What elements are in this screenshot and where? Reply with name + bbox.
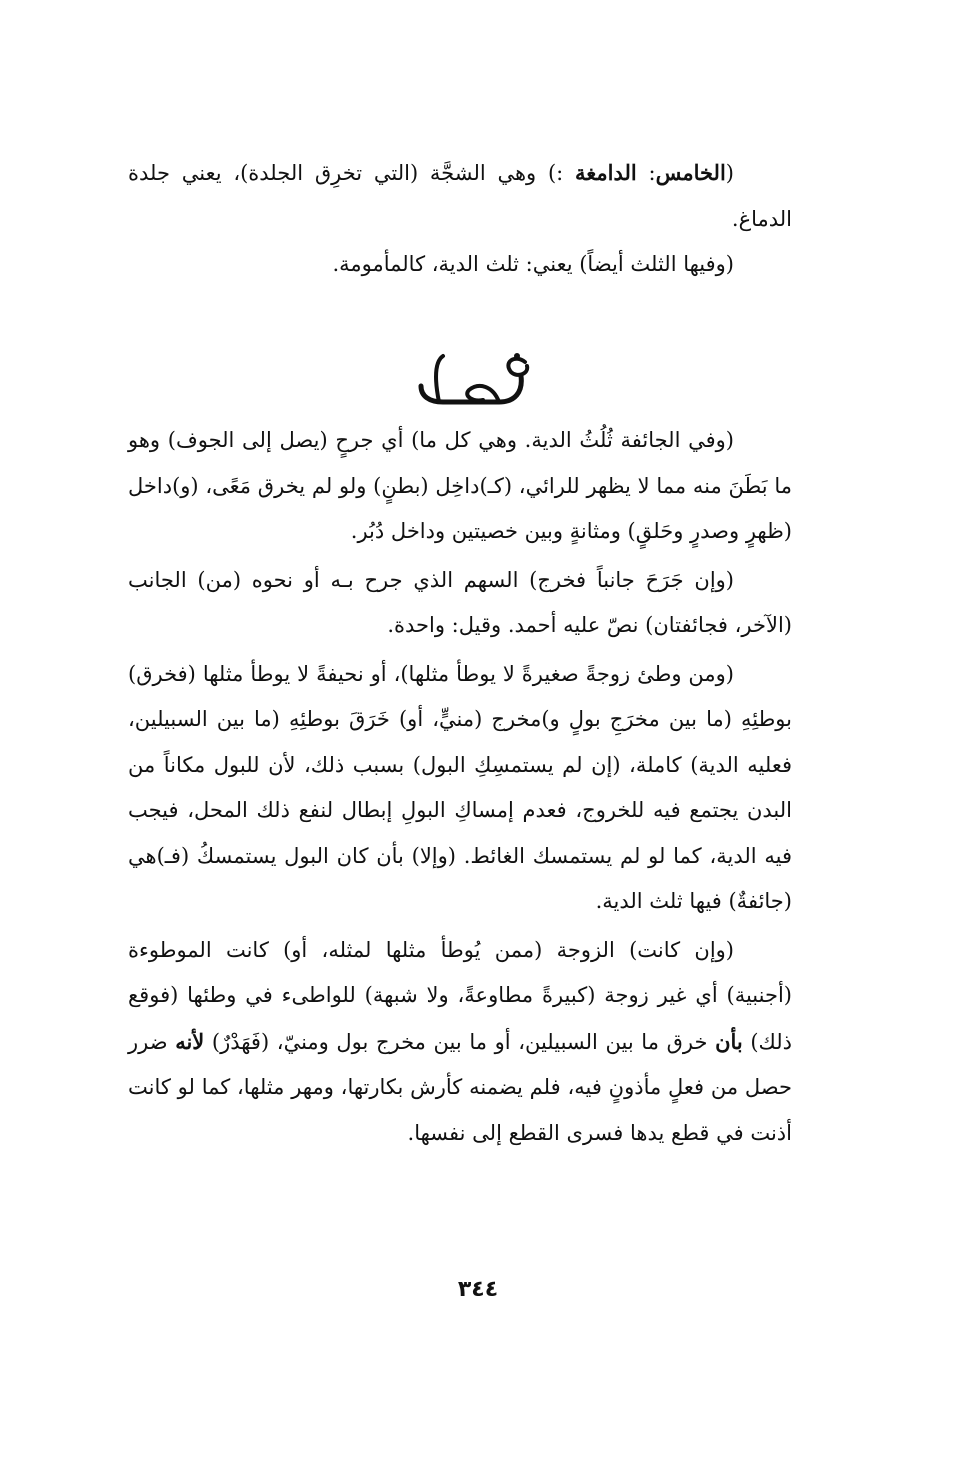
definition-text: :) وهي الشجَّة (التي تخرِق الجلدة)، يعني جلدة الدماغ.: [128, 161, 792, 231]
top-text-block: [128, 150, 792, 288]
hadar-bold-2: لأنه: [175, 1028, 205, 1054]
paragraph-two-jaifas: (وإن جَرَحَ جانباً فخرج) السهم الذي جرح بـه أو نحوه (من) الجانب (الآخر، فجائفتان) نصّ عليه أحمد. وقيل: واحدة.: [128, 567, 792, 637]
paragraph-jaifa: (وفي الجائفة ثُلُثُ الدية. وهي كل ما) أي جرحٍ (يصل إلى الجوف) وهو ما بَطَنَ منه مما لا يظهر للرائي، (كـ)داخِل (بطنٍ) ولو لم يخرق مَعًى، (و)داخل (ظهرٍ وصدرٍ وحَلقٍ) ومثانةٍ وبين خصيتين وداخل دُبُر.: [128, 428, 792, 543]
hadar-text-b: خرق ما بين السبيلين، أو ما بين مخرج بول ومنيّ، (فَهَدْرٌ): [204, 1029, 716, 1054]
fasl-calligraphy-icon: [403, 352, 553, 422]
hadar-text-c: ضرر حصل من فعلٍ مأذونٍ فيه، فلم يضمنه كأرش بكارتها، ومهر مثلها، كما لو كانت أذنت في قطع يدها فسرى القطع إلى نفسها.: [128, 1029, 792, 1145]
hadar-bold-1: بأن: [715, 1028, 743, 1054]
paragraph-third-diya: (وفيها الثلث أيضاً) يعني: ثلث الدية، كالمأمومة.: [332, 252, 734, 276]
hadar-text-a: (وإن كانت) الزوجة (ممن يُوطأ مثلها لمثله، أو) كانت الموطوءة (أجنبية) أي غير زوجة (كبيرةً مطاوعةً، ولا شبهة) للواطىء في وطئها (فوقع ذلك): [128, 937, 792, 1054]
term-fifth: الخامس: [655, 160, 726, 185]
paragraph-hadar: [128, 928, 792, 1157]
paragraph-young-wife: (ومن وطئ زوجةً صغيرةً لا يوطأ مثلها)، أو نحيفةً لا يوطأ مثلها (فخرق) بوطئِهِ (ما بين مخرَجِ بولٍ و)مخرج (منيٍّ، أو) خَرَقَ بوطئِهِ (ما بين السبيلين، فعليه الدية) كاملة، (إن لم يستمسِكِ البول) بسبب ذلك، لأن للبول مكاناً من البدن يجتمع فيه للخروج، فعدم إمساكِ البولِ إبطال لنفع ذلك المحل، فيجب فيه الدية، كما لو لم يستمسك الغائط. (وإلا) بأن كان البول يستمسكُ (فـ)هي (جائفةٌ) فيها ثلث الدية.: [128, 661, 792, 913]
main-text-block: [128, 418, 792, 1156]
page-number: ٣٤٤: [457, 1277, 499, 1302]
term-damigha: الدامغة: [574, 160, 637, 185]
colon: :: [636, 161, 656, 185]
opening-paren: (: [725, 161, 734, 185]
paragraph-fifth-degree: [128, 150, 792, 242]
